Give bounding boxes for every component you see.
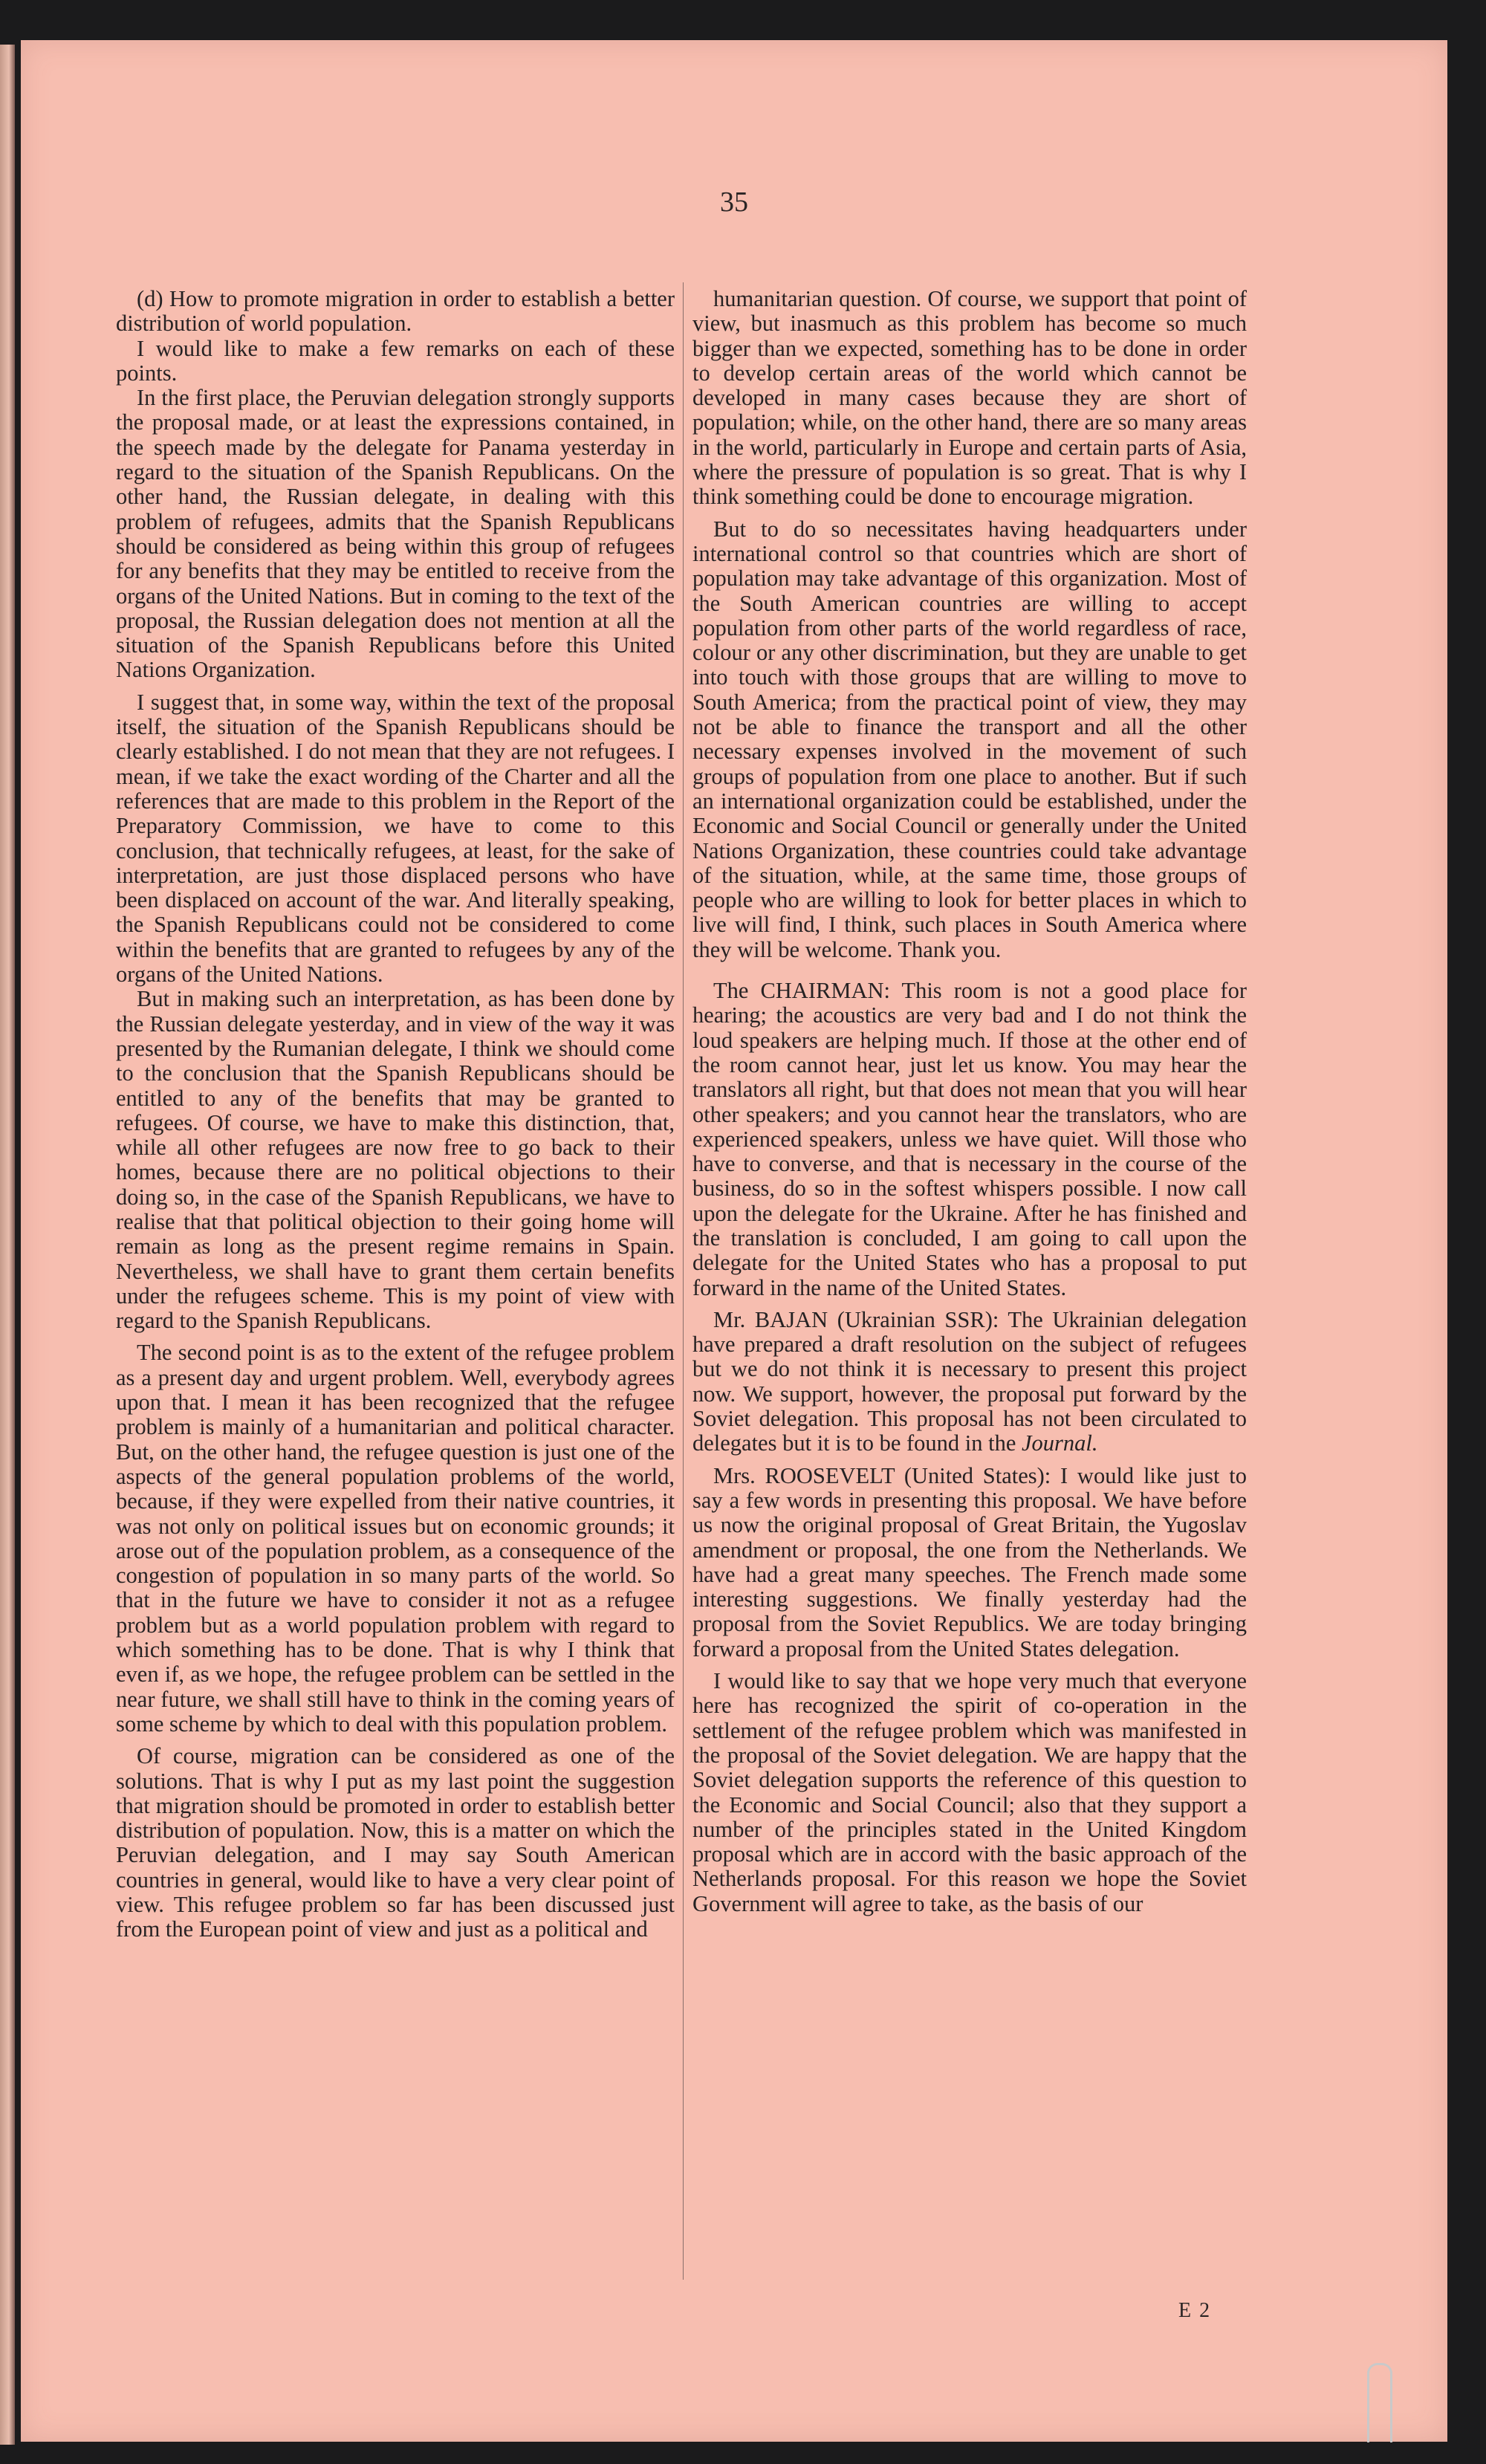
signature-mark: E 2 [1178, 2299, 1212, 2322]
paragraph: Of course, migration can be considered as one of the solutions. That is why I put as my last point the suggestion that migration should be promoted in order to establish better distribution of population. Now, this is a matter on which the Peruvian delegation, and I may say South American countries in general, would like to have a very clear point of view. This refugee problem so far has been discussed just from the European point of view and just as a political and [116, 1743, 675, 1942]
paper-clip [1367, 2363, 1392, 2442]
paragraph: I would like to make a few remarks on each of these points. [116, 335, 675, 386]
paragraph: I suggest that, in some way, within the text of the proposal itself, the situation of the Spanish Republicans should be clearly established. I do not mean that they are not refugees. I mean, if we take the exact wording of the Charter and all the references that are made to this problem in the Report of the Preparatory Commission, we have to come to this conclusion, that technically refugees, at least, for the sake of interpretation, are just those displaced persons who have been displaced on account of the war. And literally speaking, the Spanish Republicans could not be considered to come within the benefits that are granted to refugees by any of the organs of the United Nations. [116, 689, 675, 988]
journal-italic: Journal. [1022, 1430, 1098, 1456]
paragraph: In the first place, the Peruvian delegation strongly supports the proposal made, or at least the expressions contained, in the speech made by the delegate for Panama yesterday in regard to the situation of the Spanish Republicans. On the other hand, the Russian delegate, in dealing with this problem of refugees, admits that the Spanish Republicans should be considered as being within this group of refugees for any benefits that they may be entitled to receive from the organs of the United Nations. But in coming to the text of the proposal, the Russian delegation does not mention at all the situation of the Spanish Republicans before this United Nations Organization. [116, 385, 675, 683]
paragraph: The second point is as to the extent of the refugee problem as a present day and urgent problem. Well, everybody agrees upon that. I mean it has been recognized that the refugee problem is mainly of a humanitarian and political character. But, on the other hand, the refugee question is just one of the aspects of the general population problems of the world, because, if they were expelled from their native countries, it was not only on political issues but on economic grounds; it arose out of the population problem, as a consequence of the congestion of population in so many parts of the world. So that in the future we have to consider it not as a refugee problem but as a world population problem with regard to which something has to be done. That is why I think that even if, as we hope, the refugee problem can be settled in the near future, we shall still have to think in the coming years of some scheme by which to deal with this population problem. [116, 1340, 675, 1737]
paragraph: humanitarian question. Of course, we support that point of view, but inasmuch as this problem has become so much bigger than we expected, something has to be done in order to develop certain areas of the world which cannot be developed in many cases because they are short of population; while, on the other hand, there are so many areas in the world, particularly in Europe and certain parts of Asia, where the pressure of population is so great. That is why I think something could be done to encourage migration. [692, 286, 1247, 510]
previous-page-edge [0, 45, 15, 2445]
paragraph: But to do so necessitates having headquarters under international control so that countries which are short of population may take advantage of this organization. Most of the South American countries are willing to accept population from other parts of the world regardless of race, colour or any other discrimination, but they are unable to get into touch with those groups that are willing to move to South America; from the practical point of view, they may not be able to finance the transport and all the other necessary expenses involved in the movement of such groups of population from one place to another. But if such an international organization could be established, under the Economic and Social Council or generally under the United Nations Organization, these countries could take advantage of the situation, while, at the same time, those groups of people who are willing to look for better places in which to live will find, I think, such places in South America where they will be welcome. Thank you. [692, 516, 1247, 962]
bajan-paragraph [692, 1308, 1247, 1456]
chairman-paragraph: The CHAIRMAN: This room is not a good place for hearing; the acoustics are very bad and I do not think the loud speakers are helping much. If those at the other end of the room cannot hear, just let us know. You may hear the translators all right, but that does not mean that you will hear other speakers; and you cannot hear the translators, who are experienced speakers, unless we have quiet. Will those who have to converse, and that is necessary in the course of the business, do so in the softest whispers possible. I now call upon the delegate for the Ukraine. After he has finished and the translation is concluded, I am going to call upon the delegate for the United States who has a proposal to put forward in the name of the United States. [692, 978, 1247, 1300]
paragraph: (d) How to promote migration in order to establish a better distribution of world population. [116, 286, 675, 337]
document-page [21, 40, 1447, 2442]
paragraph: But in making such an interpretation, as has been done by the Russian delegate yesterday, and in view of the way it was presented by the Rumanian delegate, I think we should come to the conclusion that the Spanish Republicans should be entitled to any of the benefits that may be granted to refugees. Of course, we have to make this distinction, that, while all other refugees are now free to go back to their homes, because there are no political objections to their doing so, in the case of the Spanish Republicans, we have to realise that that political objection to their going home will remain as long as the present regime remains in Spain. Nevertheless, we shall have to grant them certain benefits under the refugees scheme. This is my point of view with regard to the Spanish Republicans. [116, 986, 675, 1334]
page-number: 35 [720, 187, 748, 218]
paragraph: I would like to say that we hope very much that everyone here has recognized the spirit of co-operation in the settlement of the refugee problem which was manifested in the proposal of the Soviet delegation. We are happy that the Soviet delegation supports the reference of this question to the Economic and Social Council; also that they support a number of the principles stated in the United Kingdom proposal which are in accord with the basic approach of the Netherlands proposal. For this reason we hope the Soviet Government will agree to take, as the basis of our [692, 1668, 1247, 1916]
column-divider [683, 282, 684, 2280]
right-column [692, 287, 1247, 1916]
bajan-text: Mr. BAJAN (Ukrainian SSR): The Ukrainian delegation have prepared a draft resolution on the subject of refugees but we do not think it is necessary to present this project now. We support, however, the proposal put forward by the Soviet delegation. This proposal has not been circulated to delegates but it is to be found in the [692, 1306, 1247, 1456]
left-column [116, 287, 675, 1942]
roosevelt-paragraph: Mrs. ROOSEVELT (United States): I would like just to say a few words in presenting this proposal. We have before us now the original proposal of Great Britain, the Yugoslav amendment or proposal, the one from the Netherlands. We have had a great many speeches. The French made some interesting suggestions. We finally yesterday had the proposal from the Soviet Republics. We are today bringing forward a proposal from the United States delegation. [692, 1462, 1247, 1661]
